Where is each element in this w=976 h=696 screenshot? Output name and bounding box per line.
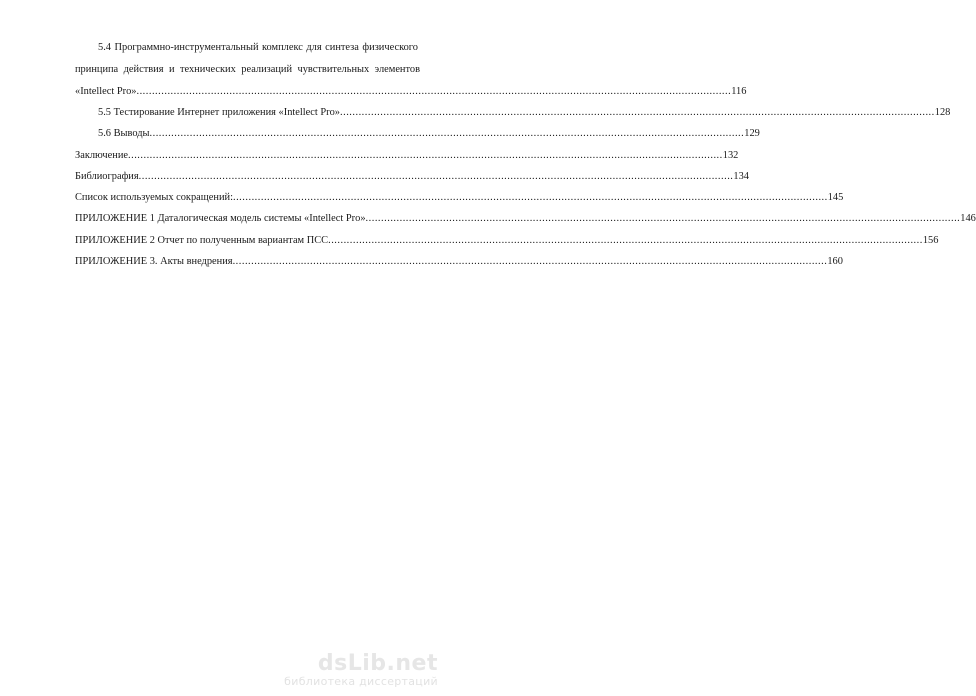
toc-entry-title: ПРИЛОЖЕНИЕ 1 Даталогическая модель системы «Intellect Pro» bbox=[75, 213, 366, 224]
toc-leader-dots bbox=[128, 149, 723, 162]
toc-entry-appendix-1 bbox=[75, 212, 976, 225]
toc-entry-bibliography bbox=[75, 170, 749, 183]
toc-leader-dots bbox=[340, 106, 935, 119]
toc-entry-5-4-text-2: принципа действия и технических реализаций чувствительных элементов bbox=[75, 64, 420, 75]
toc-entry-title: 5.6 Выводы bbox=[98, 128, 150, 139]
toc-leader-dots bbox=[136, 85, 731, 98]
toc-entry-appendix-3 bbox=[75, 255, 843, 268]
toc-entry-abbreviations bbox=[75, 191, 844, 204]
toc-entry-title: 5.5 Тестирование Интернет приложения «Intellect Pro» bbox=[98, 107, 340, 118]
toc-entry-title: ПРИЛОЖЕНИЕ 2 Отчет по полученным вариантам ПСС bbox=[75, 235, 329, 246]
toc-entry-title: Список используемых сокращений: bbox=[75, 192, 233, 203]
toc-page-number: 134 bbox=[733, 171, 749, 182]
toc-entry-conclusion bbox=[75, 149, 739, 162]
toc-leader-dots bbox=[366, 212, 961, 225]
watermark-subtitle: библиотека диссертаций bbox=[284, 675, 438, 688]
toc-entry-5-4-line2 bbox=[75, 63, 420, 76]
toc-page-number: 160 bbox=[827, 256, 843, 267]
toc-leader-dots bbox=[139, 170, 734, 183]
toc-page-number: 132 bbox=[722, 150, 739, 161]
watermark-logo: dsLib.net bbox=[317, 651, 438, 676]
toc-leader-dots bbox=[233, 255, 828, 268]
toc-entry-title: Библиография bbox=[75, 171, 139, 182]
toc-entry-title: Заключение bbox=[75, 150, 128, 161]
toc-entry-5-4-line3 bbox=[75, 85, 747, 98]
toc-page-number: 128 bbox=[934, 107, 951, 118]
toc-entry-5-4-text-1: 5.4 Программно-инструментальный комплекс для синтеза физического bbox=[98, 42, 418, 53]
toc-entry-appendix-2 bbox=[75, 234, 939, 247]
toc-page-number: 145 bbox=[827, 192, 844, 203]
toc-entry-title: ПРИЛОЖЕНИЕ 3. Акты внедрения bbox=[75, 256, 233, 267]
toc-page-number: 156 bbox=[922, 235, 939, 246]
toc-page-number: 116 bbox=[731, 86, 747, 97]
toc-entry-5-4-text-3: «Intellect Pro» bbox=[75, 86, 137, 97]
toc-leader-dots bbox=[233, 191, 828, 204]
watermark bbox=[284, 653, 438, 688]
toc-entry-5-6 bbox=[98, 127, 760, 140]
toc-page-number: 129 bbox=[744, 128, 760, 139]
toc-page-number: 146 bbox=[960, 213, 976, 224]
toc-leader-dots bbox=[328, 234, 923, 247]
toc-entry-5-4-line1 bbox=[98, 41, 418, 54]
toc-leader-dots bbox=[150, 127, 745, 140]
toc-entry-5-5 bbox=[98, 106, 951, 119]
